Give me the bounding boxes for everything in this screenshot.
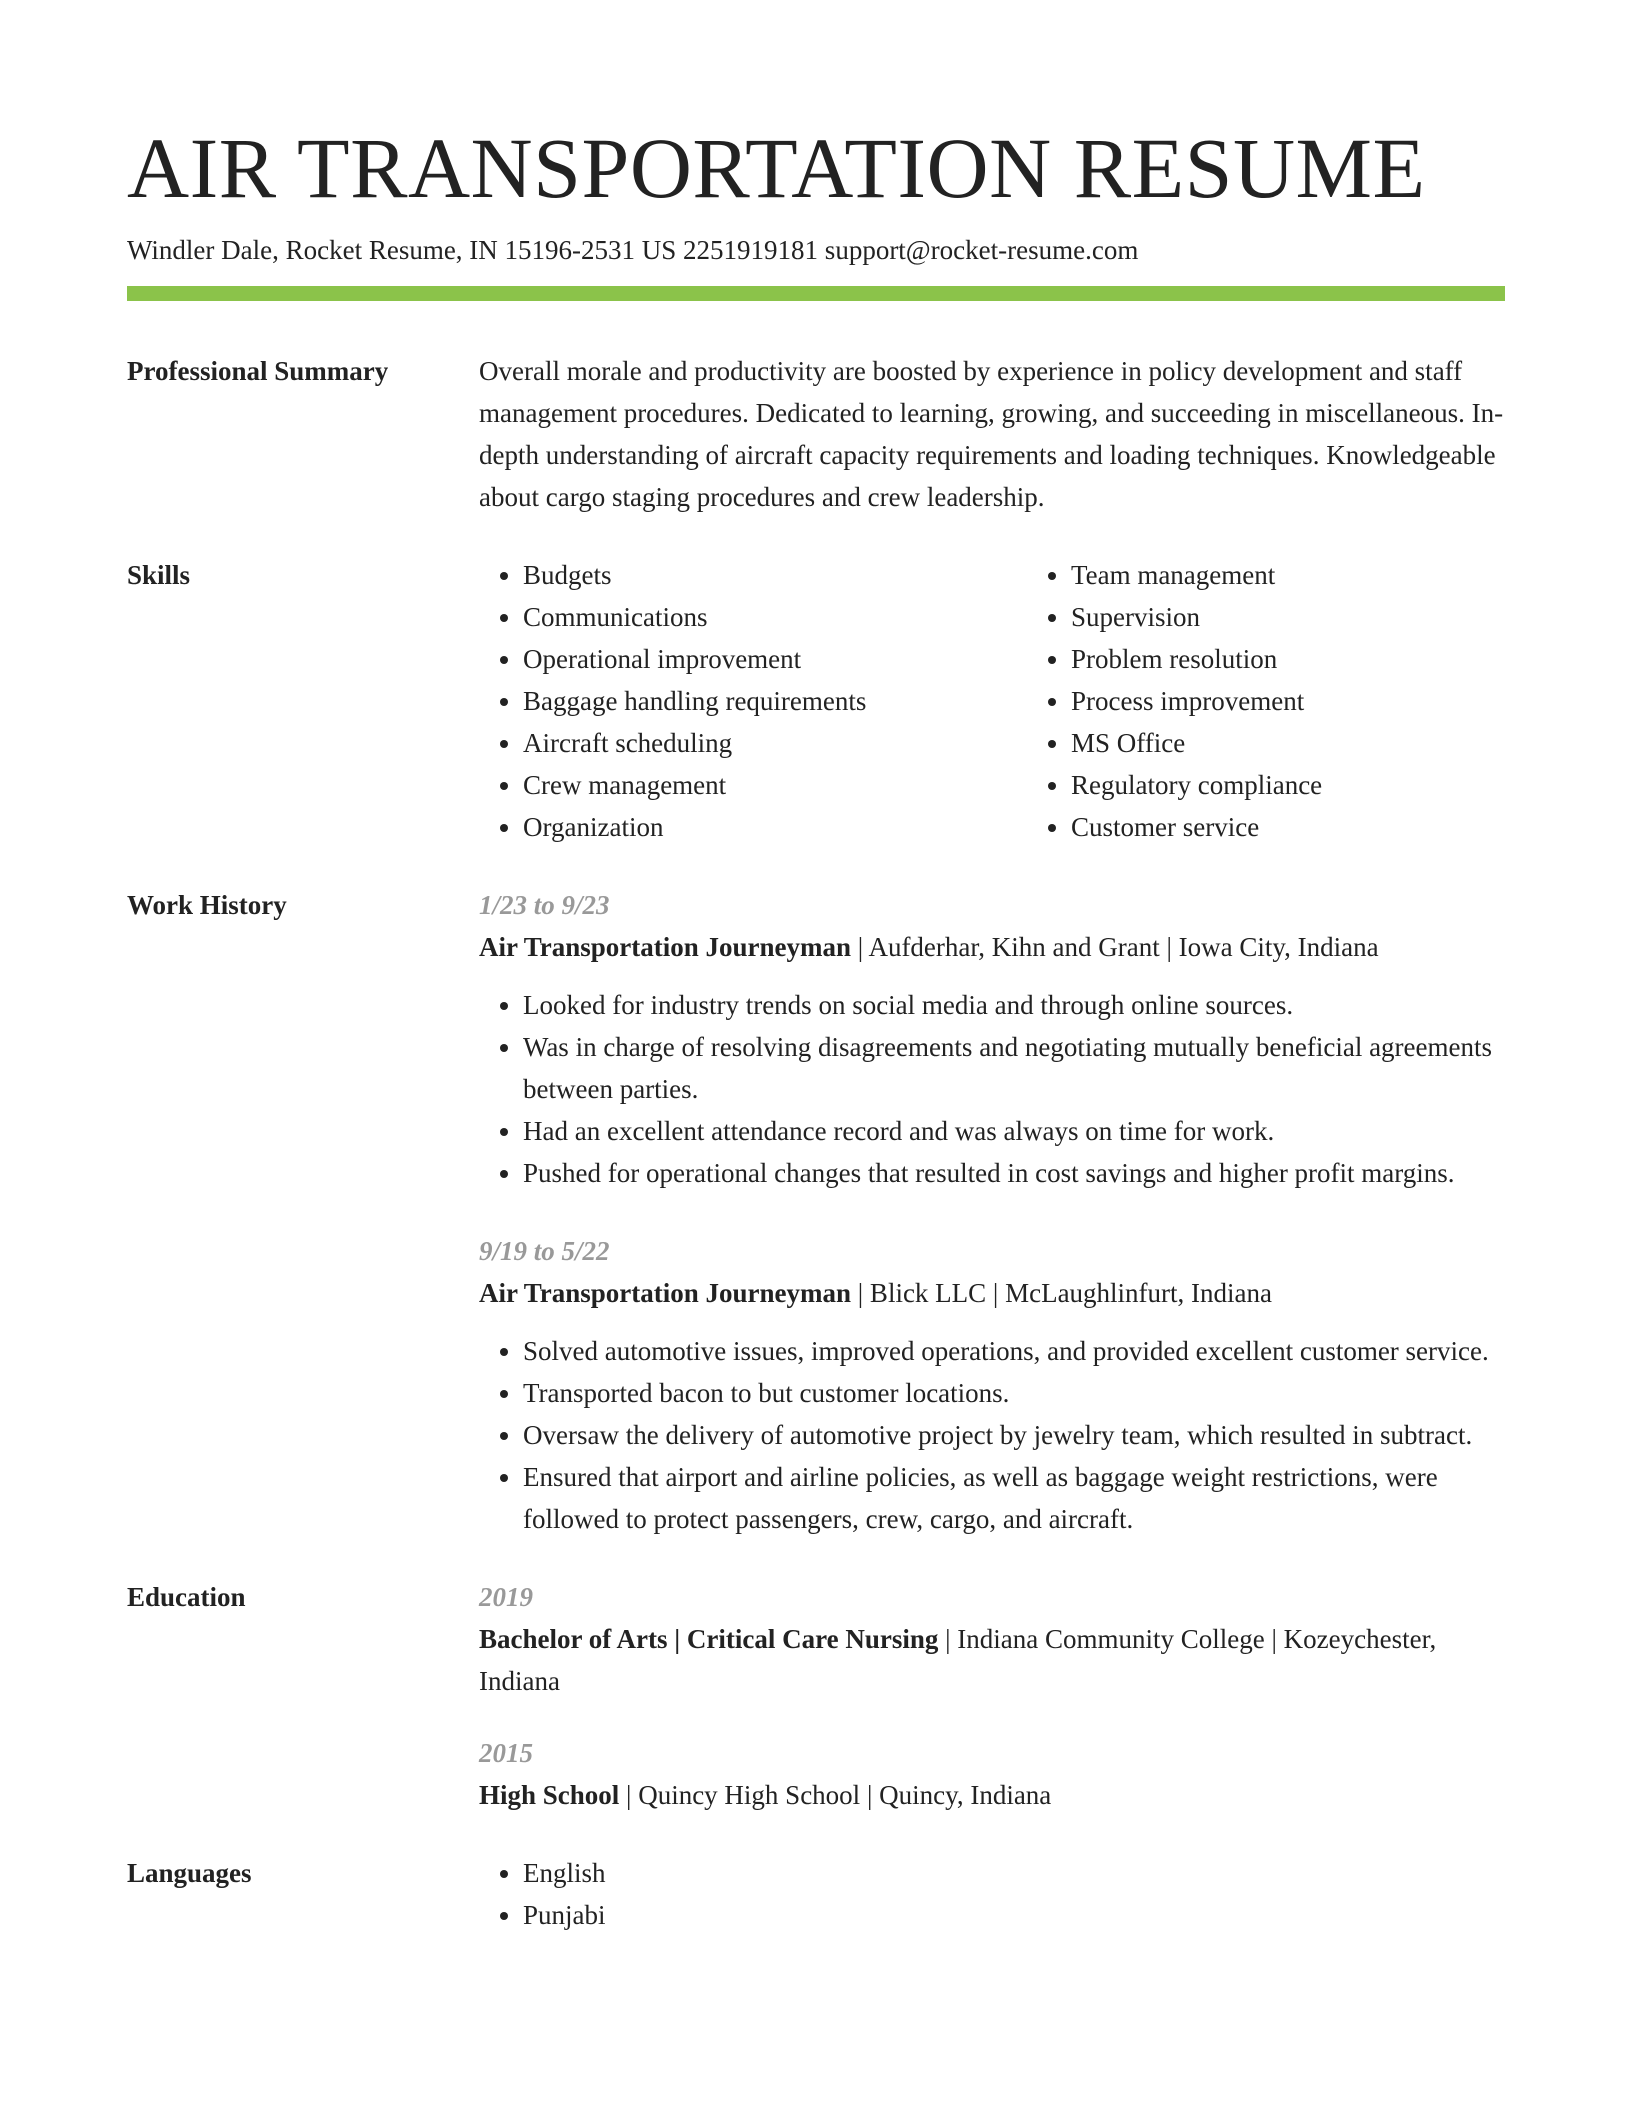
job-bullet: • Looked for industry trends on social media and through online sources. <box>523 984 1505 1026</box>
job-bullet: • Solved automotive issues, improved operations, and provided excellent customer service. <box>523 1330 1505 1372</box>
skills-body <box>479 554 1575 848</box>
job-bullet: • Had an excellent attendance record and was always on time for work. <box>523 1110 1505 1152</box>
job-title: Air Transportation Journeyman <box>479 1278 852 1308</box>
education-year: 2015 <box>479 1738 533 1768</box>
job-entry <box>479 884 1505 1194</box>
languages-list <box>479 1852 1505 1936</box>
skill-item: • Baggage handling requirements <box>523 680 1027 722</box>
summary-text: Overall morale and productivity are boosted by experience in policy development and staff management procedures. Dedicated to learning, growing, and succeeding in miscellaneous. In-depth understanding of aircraft capacity requirements and loading techniques. Knowledgeable about cargo staging procedures and crew leadership. <box>479 356 1504 512</box>
resume-sections <box>127 350 1505 1972</box>
skill-item: • Organization <box>523 806 1027 848</box>
section-label: Professional Summary <box>127 356 389 386</box>
skill-item: • Problem resolution <box>1071 638 1575 680</box>
education-heading <box>479 1774 1505 1816</box>
education-year: 2019 <box>479 1582 533 1612</box>
skills-list-left <box>479 554 1027 848</box>
job-bullet: • Pushed for operational changes that resulted in cost savings and higher profit margins. <box>523 1152 1505 1194</box>
job-heading <box>479 1272 1505 1314</box>
job-details: | Blick LLC | McLaughlinfurt, Indiana <box>851 1278 1272 1308</box>
summary-section <box>127 350 1505 518</box>
education-body <box>479 1576 1505 1816</box>
language-item: • Punjabi <box>523 1894 1505 1936</box>
languages-section <box>127 1852 1505 1936</box>
job-bullet: • Transported bacon to but customer locations. <box>523 1372 1505 1414</box>
job-bullet: • Oversaw the delivery of automotive project by jewelry team, which resulted in subtract. <box>523 1414 1505 1456</box>
skills-list-right <box>1027 554 1575 848</box>
job-dates: 1/23 to 9/23 <box>479 890 610 920</box>
education-degree: High School <box>479 1780 620 1810</box>
contact-line: Windler Dale, Rocket Resume, IN 15196-2531 US 2251919181 support@rocket-resume.com <box>127 235 1139 265</box>
skill-item: • Customer service <box>1071 806 1575 848</box>
education-heading <box>479 1618 1505 1702</box>
education-degree: Bachelor of Arts | Critical Care Nursing <box>479 1624 939 1654</box>
job-bullet: • Ensured that airport and airline policies, as well as baggage weight restrictions, were followed to protect passengers, crew, cargo, and aircraft. <box>523 1456 1505 1540</box>
job-heading <box>479 926 1505 968</box>
resume-header <box>127 118 1505 301</box>
accent-divider <box>127 286 1505 301</box>
job-bullet: • Was in charge of resolving disagreements and negotiating mutually beneficial agreements between parties. <box>523 1026 1505 1110</box>
education-section <box>127 1576 1505 1816</box>
education-details: | Indiana Community College | Kozeychester, Indiana <box>479 1624 1437 1696</box>
education-entry <box>479 1576 1505 1702</box>
job-bullets <box>479 1330 1505 1540</box>
section-label: Skills <box>127 560 191 590</box>
skill-item: • Process improvement <box>1071 680 1575 722</box>
skill-item: • MS Office <box>1071 722 1575 764</box>
languages-body <box>479 1852 1505 1936</box>
resume-title: AIR TRANSPORTATION RESUME <box>127 120 1426 216</box>
job-title: Air Transportation Journeyman <box>479 932 852 962</box>
skill-item: • Team management <box>1071 554 1575 596</box>
job-details: | Aufderhar, Kihn and Grant | Iowa City, Indiana <box>851 932 1379 962</box>
skill-item: • Aircraft scheduling <box>523 722 1027 764</box>
skill-item: • Communications <box>523 596 1027 638</box>
job-bullets <box>479 984 1505 1194</box>
section-label: Education <box>127 1582 246 1612</box>
language-item: • English <box>523 1852 1505 1894</box>
skill-item: • Operational improvement <box>523 638 1027 680</box>
job-dates: 9/19 to 5/22 <box>479 1236 610 1266</box>
work-history-section <box>127 884 1505 1540</box>
skills-section <box>127 554 1505 848</box>
section-label: Languages <box>127 1858 252 1888</box>
skill-item: • Supervision <box>1071 596 1575 638</box>
job-entry <box>479 1230 1505 1540</box>
summary-body <box>479 350 1505 518</box>
skill-item: • Crew management <box>523 764 1027 806</box>
skill-item: • Budgets <box>523 554 1027 596</box>
work-history-body <box>479 884 1505 1540</box>
education-details: | Quincy High School | Quincy, Indiana <box>619 1780 1052 1810</box>
section-label: Work History <box>127 890 287 920</box>
skill-item: • Regulatory compliance <box>1071 764 1575 806</box>
education-entry <box>479 1732 1505 1816</box>
